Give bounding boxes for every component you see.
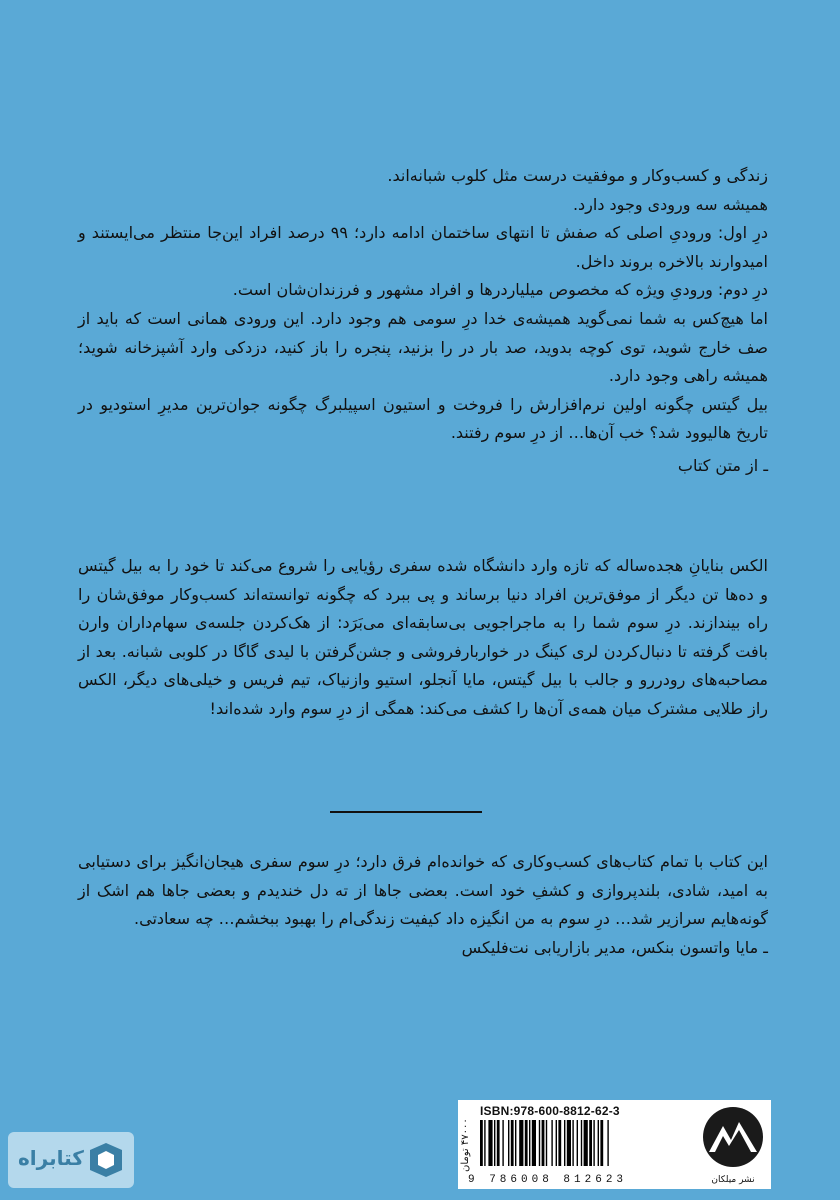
barcode-bar <box>480 1120 483 1166</box>
book-app-icon <box>86 1140 126 1180</box>
barcode-bar <box>556 1120 557 1166</box>
barcode-bar <box>539 1120 540 1166</box>
barcode-bar <box>542 1120 545 1166</box>
barcode-bar <box>494 1120 495 1166</box>
barcode-bar <box>508 1120 509 1166</box>
barcode-bar <box>484 1120 485 1166</box>
excerpt-paragraph: زندگی و کسب‌وکار و موفقیت درست مثل کلوب شبانه‌اند. <box>387 166 768 185</box>
barcode-bars <box>480 1120 690 1166</box>
barcode-bar <box>572 1120 573 1166</box>
barcode-bar <box>551 1120 552 1166</box>
excerpt-paragraph: درِ اول: ورودیِ اصلی که صفش تا انتهای ساختمان ادامه دارد؛ ۹۹ درصد افراد این‌جا منتظر می‌ایستند و امیدوارند بالاخره بروند داخل. <box>78 223 769 271</box>
barcode-box <box>458 1100 771 1189</box>
review-section <box>78 848 768 962</box>
barcode-bar <box>581 1120 582 1166</box>
summary-text: الکس بنایانِ هجده‌ساله که تازه وارد دانشگاه شده سفری رؤیایی را شروع می‌کند تا خود را به بیل گیتس و ده‌ها تن دیگر از موفق‌ترین افراد دنیا برساند و پی ببرد که چگونه توانسته‌اند کسب‌وکار موفق‌شان را راه بیندازند. درِ سوم شما را به ماجراجویی بی‌سابقه‌ای می‌بَرَد: از هک‌کردن جلسه‌ی سهام‌داران وارن بافت گرفته تا دنبال‌کردن لری کینگ در خواربارفروشی و جشن‌گرفتن با لیدی گاگا در کلوبی شبانه. بعد از مصاحبه‌های رودررو و جالب با بیل گیتس، مایا آنجلو، استیو وازنیاک، تیم فریس و خیلی‌های دیگر، الکس راز طلایی مشترک میان همه‌ی آن‌ها را کشف می‌کند: همگی از درِ سوم وارد شده‌اند! <box>78 556 768 718</box>
summary-section <box>78 552 768 724</box>
excerpt-paragraph: همیشه سه ورودی وجود دارد. <box>572 194 768 214</box>
isbn-label: ISBN:978-600-8812-62-3 <box>480 1104 620 1118</box>
publisher-name: نشر میلکان <box>711 1175 755 1185</box>
barcode-bar <box>558 1120 561 1166</box>
barcode-bar <box>564 1120 565 1166</box>
barcode-bar <box>598 1120 599 1166</box>
section-divider <box>330 811 482 813</box>
review-attribution: ـ مایا واتسون بنکس، مدیر بازاریابی نت‌فلیکس <box>461 937 768 957</box>
barcode-bar <box>502 1120 503 1166</box>
barcode-bar <box>589 1120 592 1166</box>
excerpt-paragraph: اما هیچ‌کس به شما نمی‌گوید همیشه‌ی خدا درِ سومی هم وجود دارد. این ورودی همانی است که باید از صف خارج شوید، توی کوچه بدوید، صد بار در را بزنید، پنجره را باز کنید، دزدکی وارد آشپزخانه شوید؛ همیشه راهی وجود دارد. <box>78 308 768 386</box>
excerpt-section <box>78 162 768 481</box>
barcode-bar <box>584 1120 588 1166</box>
mountain-logo-icon <box>701 1104 765 1170</box>
barcode-bar <box>600 1120 603 1166</box>
excerpt-attribution: ـ از متن کتاب <box>677 455 768 475</box>
barcode-bar <box>546 1120 547 1166</box>
watermark-text: کتابراه <box>18 1146 84 1170</box>
barcode-bar <box>577 1120 578 1166</box>
barcode-bar <box>497 1120 500 1166</box>
watermark-badge[interactable] <box>8 1132 134 1188</box>
barcode-bar <box>607 1120 608 1166</box>
barcode-bar <box>567 1120 571 1166</box>
barcode-bar <box>529 1120 530 1166</box>
barcode-number: 9 786008 812623 <box>468 1174 628 1186</box>
barcode-bar <box>515 1120 516 1166</box>
excerpt-paragraph: درِ دوم: ورودیِ ویژه که مخصوص میلیاردرها و افراد مشهور و فرزندان‌شان است. <box>232 280 768 300</box>
price-label: ۴۷۰۰۰ تومان <box>460 1118 471 1172</box>
barcode-bar <box>519 1120 523 1166</box>
review-text: این کتاب با تمام کتاب‌های کسب‌وکاری که خوانده‌ام فرق دارد؛ درِ سوم سفری هیجان‌انگیز برای دستیابی به امید، شادی، بلندپروازی و کشفِ خود است. بعضی جاها از ته دل خندیدم و بعضی جاها هم اشک از گونه‌هایم سرازیر شد… درِ سوم به من انگیزه داد کیفیت زندگی‌ام را بهبود ببخشم… چه سعادتی. <box>78 852 768 929</box>
barcode-bar <box>511 1120 514 1166</box>
excerpt-paragraph: بیل گیتس چگونه اولین نرم‌افزارش را فروخت و استیون اسپیلبرگ چگونه جوان‌ترین مدیرِ استودیو در تاریخ هالیوود شد؟ خب آن‌ها… از درِ سوم رفتند. <box>78 394 768 443</box>
barcode-bar <box>532 1120 536 1166</box>
barcode-bar <box>525 1120 528 1166</box>
barcode-bar <box>593 1120 594 1166</box>
publisher-logo <box>701 1104 765 1184</box>
barcode-bar <box>488 1120 492 1166</box>
